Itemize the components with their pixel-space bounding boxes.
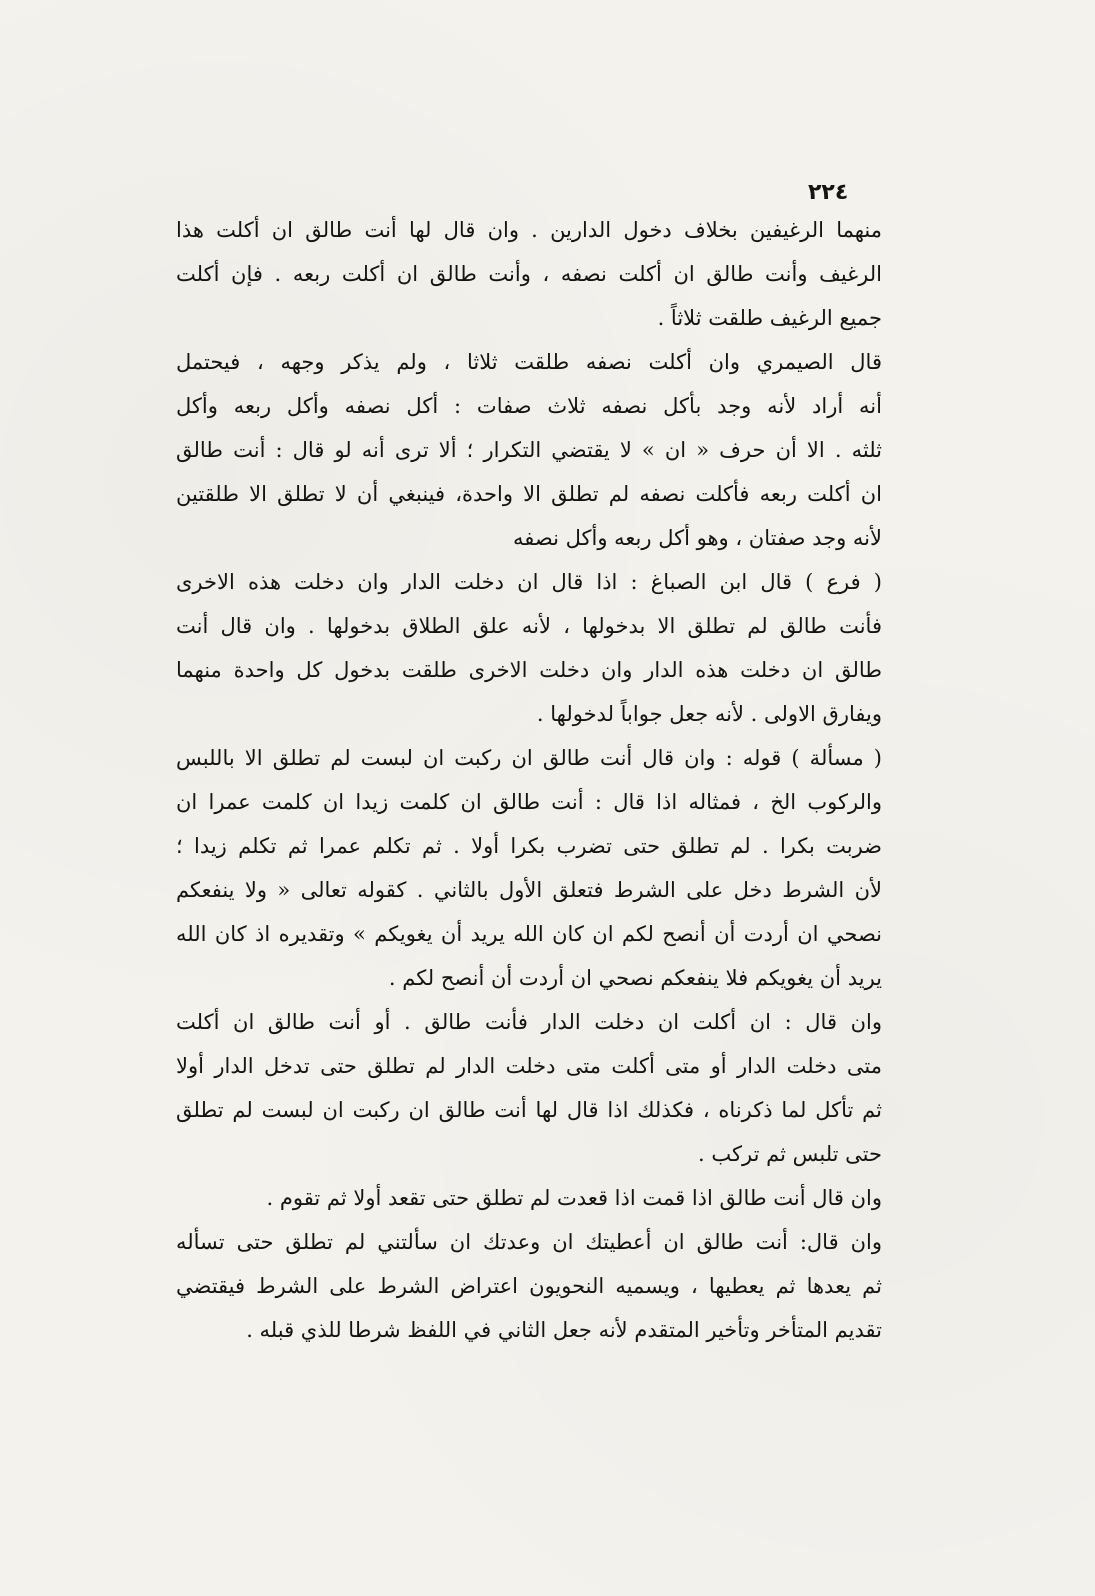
page-number: ٢٢٤: [808, 180, 849, 205]
paragraph: [176, 208, 882, 340]
paragraph: [176, 1176, 882, 1220]
text-line: ( فرع ) قال ابن الصباغ : اذا قال ان دخلت الدار وان دخلت هذه الاخرى: [176, 570, 882, 594]
text-line: فأنت طالق لم تطلق الا بدخولها ، لأنه علق الطلاق بدخولها . وان قال أنت: [176, 614, 882, 638]
text-line: قال الصيمري وان أكلت نصفه طلقت ثلاثا ، ولم يذكر وجهه ، فيحتمل: [176, 350, 882, 374]
text-line: لأنه وجد صفتان ، وهو أكل ربعه وأكل نصفه: [512, 526, 882, 550]
text-line: ثم تأكل لما ذكرناه ، فكذلك اذا قال لها أنت طالق ان ركبت ان لبست لم تطلق: [176, 1098, 882, 1122]
paragraph: [176, 1220, 882, 1352]
body-text: [176, 208, 882, 1352]
text-line: ان أكلت ربعه فأكلت نصفه لم تطلق الا واحدة، فينبغي أن لا تطلق الا طلقتين: [176, 482, 882, 506]
text-line: أنه أراد لأنه وجد بأكل نصفه ثلاث صفات : أكل نصفه وأكل ربعه وأكل: [176, 394, 882, 418]
text-line: تقديم المتأخر وتأخير المتقدم لأنه جعل الثاني في اللفظ شرطا للذي قبله .: [246, 1318, 882, 1342]
paragraph: [176, 736, 882, 1000]
text-line: حتى تلبس ثم تركب .: [698, 1142, 882, 1166]
text-line: الرغيف وأنت طالق ان أكلت نصفه ، وأنت طالق ان أكلت ربعه . فإن أكلت: [176, 262, 882, 286]
text-line: ( مسألة ) قوله : وان قال أنت طالق ان ركبت ان لبست لم تطلق الا باللبس: [176, 746, 882, 770]
text-line: لأن الشرط دخل على الشرط فتعلق الأول بالثاني . كقوله تعالى « ولا ينفعكم: [176, 878, 882, 902]
text-line: منهما الرغيفين بخلاف دخول الدارين . وان قال لها أنت طالق ان أكلت هذا: [176, 218, 882, 242]
text-line: وان قال أنت طالق اذا قمت اذا قعدت لم تطلق حتى تقعد أولا ثم تقوم .: [266, 1186, 882, 1210]
text-line: والركوب الخ ، فمثاله اذا قال : أنت طالق ان كلمت زيدا ان كلمت عمرا ان: [176, 790, 882, 814]
text-line: ثم يعدها ثم يعطيها ، ويسميه النحويون اعتراض الشرط على الشرط فيقتضي: [176, 1274, 882, 1298]
paragraph: [176, 340, 882, 560]
text-line: نصحي ان أردت أن أنصح لكم ان كان الله يريد أن يغويكم » وتقديره اذ كان الله: [176, 922, 882, 946]
text-line: يريد أن يغويكم فلا ينفعكم نصحي ان أردت أن أنصح لكم .: [388, 966, 882, 990]
text-line: جميع الرغيف طلقت ثلاثاً .: [657, 306, 882, 330]
text-line: ثلثه . الا أن حرف « ان » لا يقتضي التكرار ؛ ألا ترى أنه لو قال : أنت طالق: [176, 438, 882, 462]
text-line: ويفارق الاولى . لأنه جعل جواباً لدخولها .: [536, 702, 882, 726]
text-line: وان قال : ان أكلت ان دخلت الدار فأنت طالق . أو أنت طالق ان أكلت: [176, 1010, 882, 1034]
text-line: طالق ان دخلت هذه الدار وان دخلت الاخرى طلقت بدخول كل واحدة منهما: [176, 658, 882, 682]
paragraph: [176, 1000, 882, 1176]
text-line: ضربت بكرا . لم تطلق حتى تضرب بكرا أولا . ثم تكلم عمرا ثم تكلم زيدا ؛: [176, 834, 882, 858]
paragraph: [176, 560, 882, 736]
text-line: متى دخلت الدار أو متى أكلت متى دخلت الدار لم تطلق حتى تدخل الدار أولا: [176, 1054, 882, 1078]
text-line: وان قال: أنت طالق ان أعطيتك ان وعدتك ان سألتني لم تطلق حتى تسأله: [176, 1230, 882, 1254]
